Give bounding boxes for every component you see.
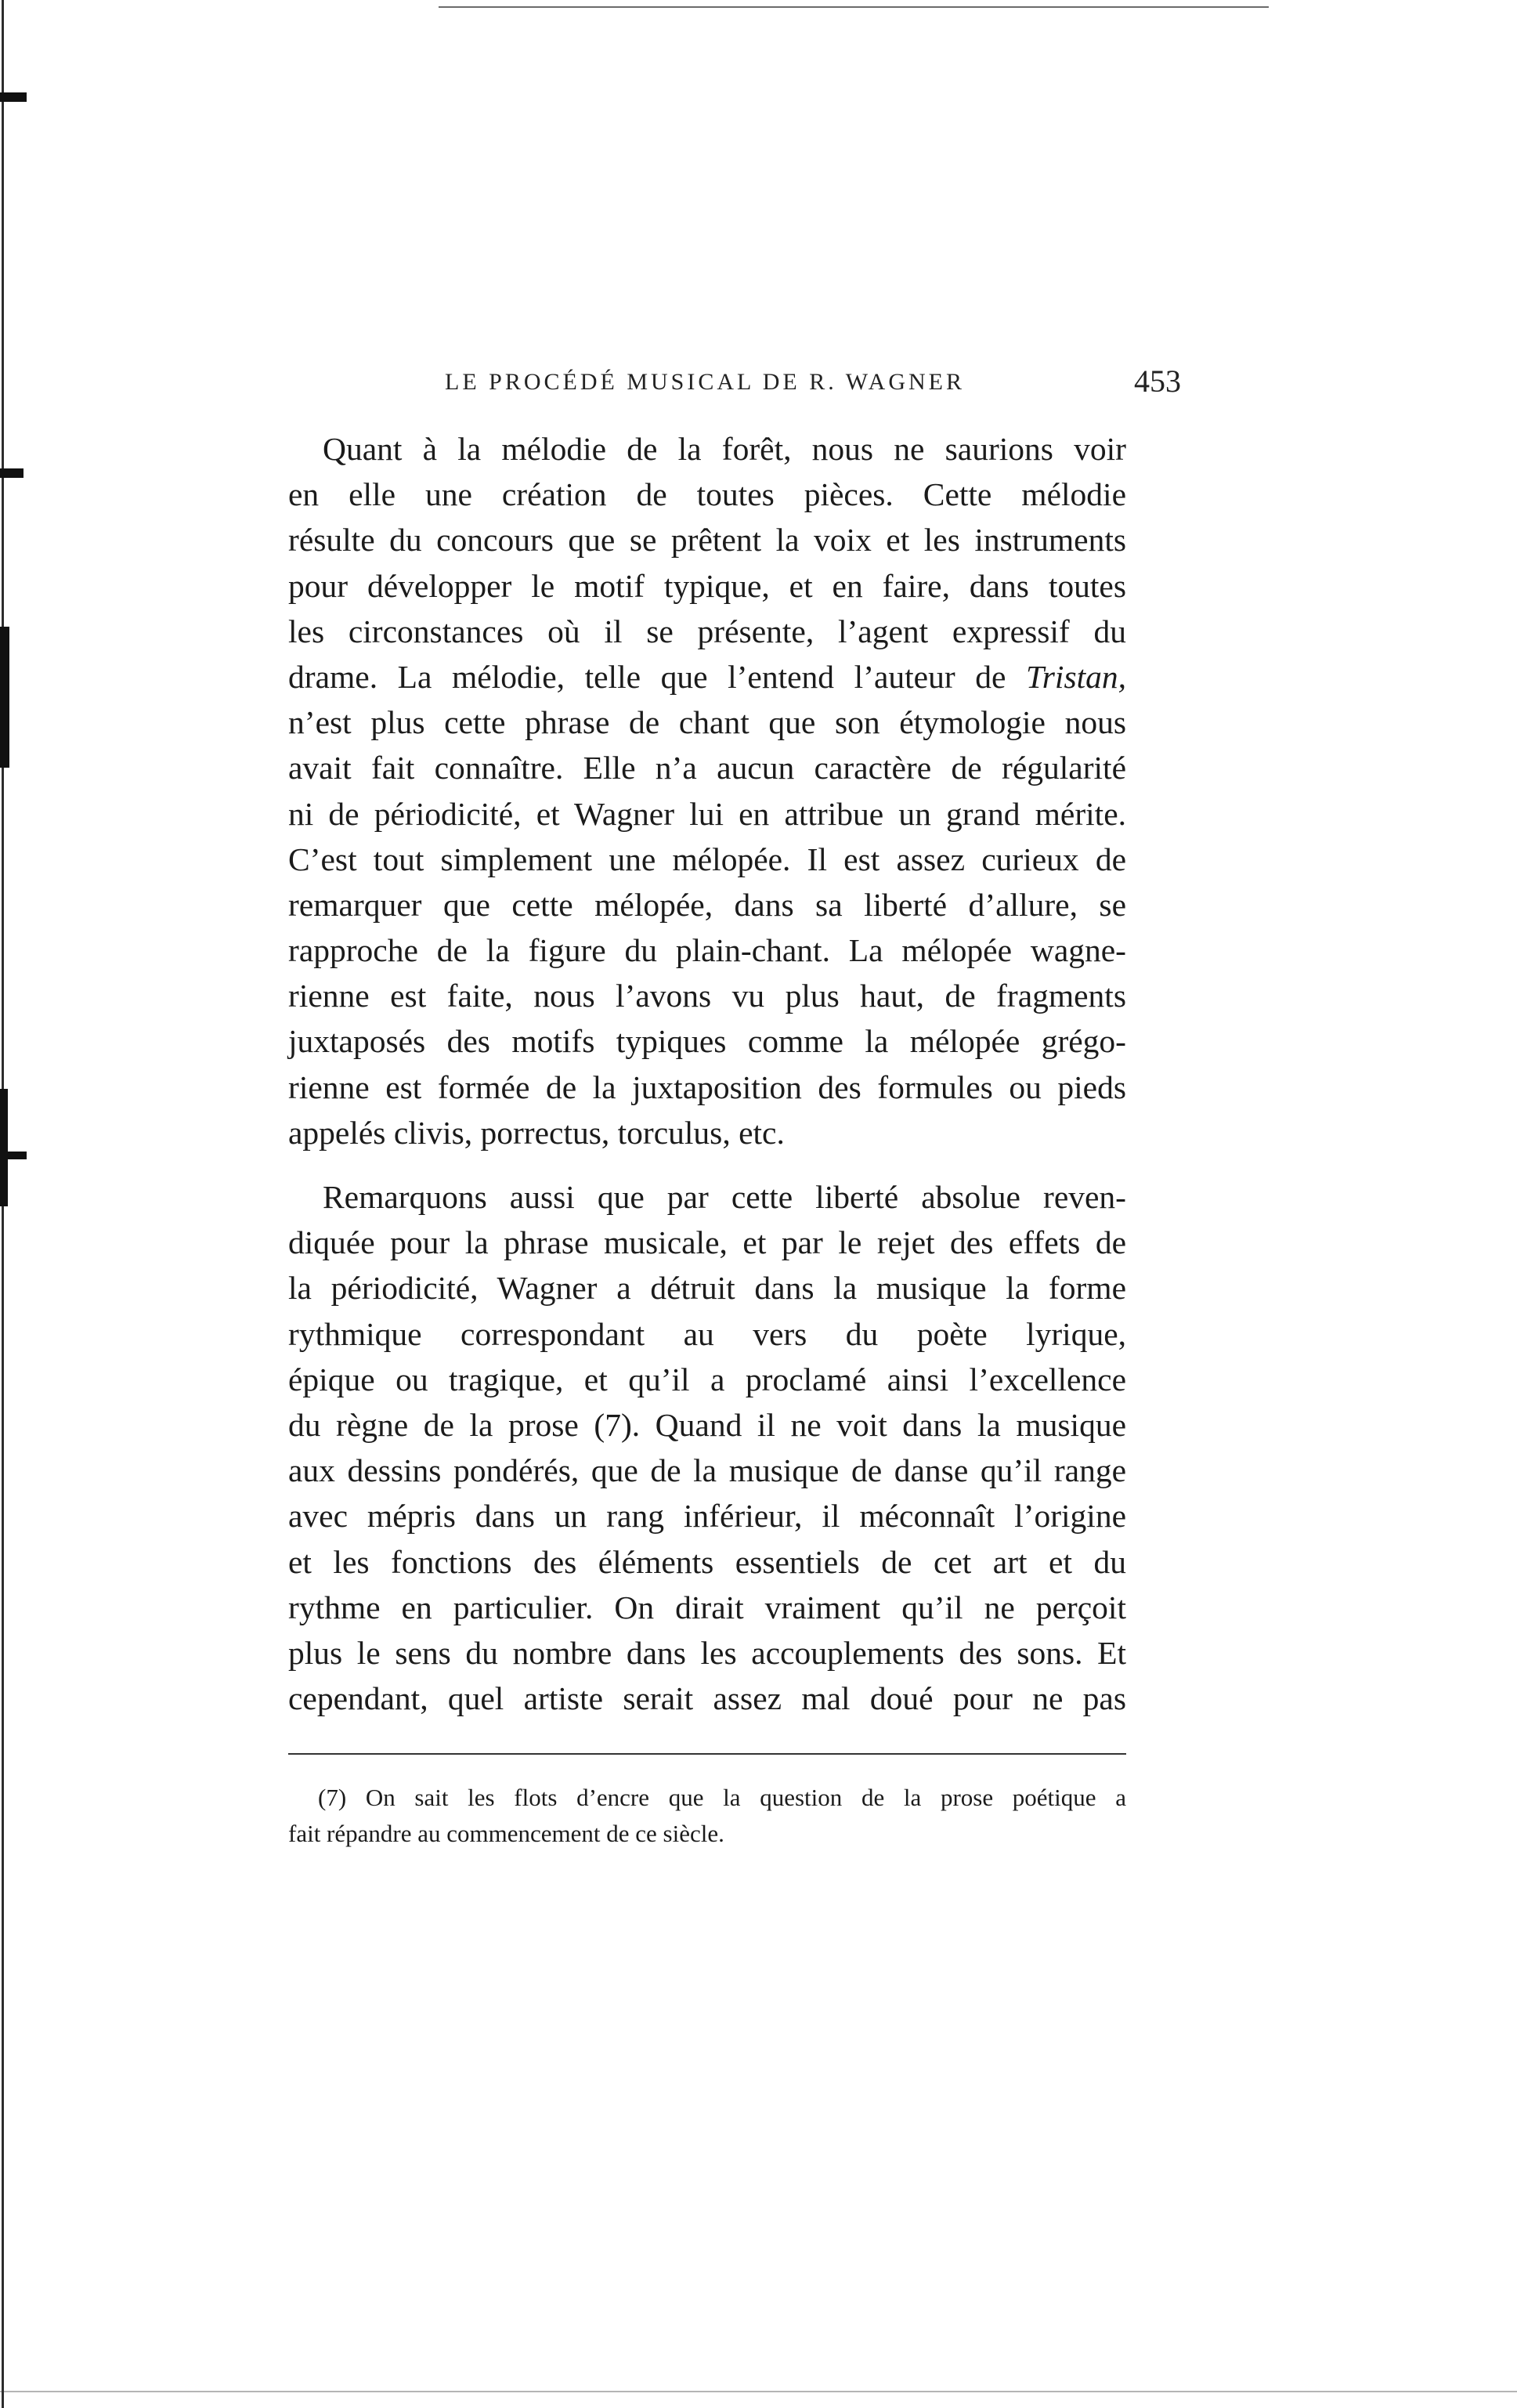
text-line: les circonstances où il se présente, l’agent expressif du (288, 613, 1126, 649)
scan-edge-mark (0, 92, 27, 102)
text-line: ni de périodicité, et Wagner lui en attribue un grand mérite. (288, 795, 1126, 832)
text-line: rythme en particulier. On dirait vraiment qu’il ne perçoit (288, 1589, 1126, 1625)
text-line: et les fonctions des éléments essentiels de cet art et du (288, 1543, 1126, 1580)
text-line: aux dessins pondérés, que de la musique de danse qu’il range (288, 1452, 1126, 1489)
text-line: plus le sens du nombre dans les accouplements des sons. Et (288, 1634, 1126, 1671)
text-line: appelés clivis, porrectus, torculus, etc. (288, 1114, 785, 1151)
scan-edge-mark (0, 1089, 8, 1206)
text-line: Quant à la mélodie de la forêt, nous ne saurions voir (323, 431, 1126, 467)
text-line: épique ou tragique, et qu’il a proclamé ainsi l’excellence (288, 1361, 1126, 1397)
text-line: remarquer que cette mélopée, dans sa liberté d’allure, se (288, 886, 1126, 923)
text-line: rythmique correspondant au vers du poète lyrique, (288, 1315, 1126, 1352)
text-line: en elle une création de toutes pièces. Cette mélodie (288, 476, 1126, 513)
scan-edge-mark (0, 1152, 27, 1159)
running-head (445, 363, 1181, 418)
body-text (288, 426, 1126, 1721)
footnote-rule (288, 1753, 1126, 1755)
scan-edge-mark (0, 627, 9, 768)
text-line: n’est plus cette phrase de chant que son étymologie nous (288, 704, 1126, 741)
text-line: du règne de la prose (7). Quand il ne voit dans la musique (288, 1406, 1126, 1443)
scan-top-rule (439, 6, 1269, 8)
text-line-with-title (288, 654, 1126, 700)
paragraph-gap (288, 1155, 1126, 1174)
text-line: pour développer le motif typique, et en faire, dans toutes (288, 567, 1126, 604)
text-line: la périodicité, Wagner a détruit dans la musique la forme (288, 1270, 1126, 1307)
running-title: LE PROCÉDÉ MUSICAL DE R. WAGNER (445, 369, 966, 395)
text-line-part: drame. La mélodie, telle que l’entend l’auteur de (288, 658, 1026, 695)
text-line: juxtaposés des motifs typiques comme la mélopée grégo- (288, 1023, 1126, 1060)
text-line: Remarquons aussi que par cette liberté absolue reven- (323, 1179, 1126, 1215)
text-line: avait fait connaître. Elle n’a aucun caractère de régularité (288, 750, 1126, 786)
text-line: résulte du concours que se prêtent la voix et les instruments (288, 522, 1126, 559)
text-line: rapproche de la figure du plain-chant. La mélopée wagne- (288, 932, 1126, 969)
footnote-line: (7) On sait les flots d’encre que la question de la prose poétique a (318, 1784, 1126, 1811)
text-line: diquée pour la phrase musicale, et par le rejet des effets de (288, 1224, 1126, 1261)
footnote-line: fait répandre au commencement de ce siècle. (288, 1820, 724, 1847)
text-line: C’est tout simplement une mélopée. Il est assez curieux de (288, 841, 1126, 877)
scan-edge-mark (0, 468, 23, 478)
footnote (288, 1780, 1126, 1852)
text-line: rienne est formée de la juxtaposition des formules ou pieds (288, 1068, 1126, 1105)
italic-title: Tristan, (1025, 658, 1126, 695)
page-number: 453 (1134, 363, 1181, 399)
text-line: avec mépris dans un rang inférieur, il méconnaît l’origine (288, 1498, 1126, 1535)
text-line: rienne est faite, nous l’avons vu plus haut, de fragments (288, 978, 1126, 1014)
scan-bottom-rule (0, 2391, 1517, 2392)
text-line: cependant, quel artiste serait assez mal doué pour ne pas (288, 1680, 1126, 1717)
